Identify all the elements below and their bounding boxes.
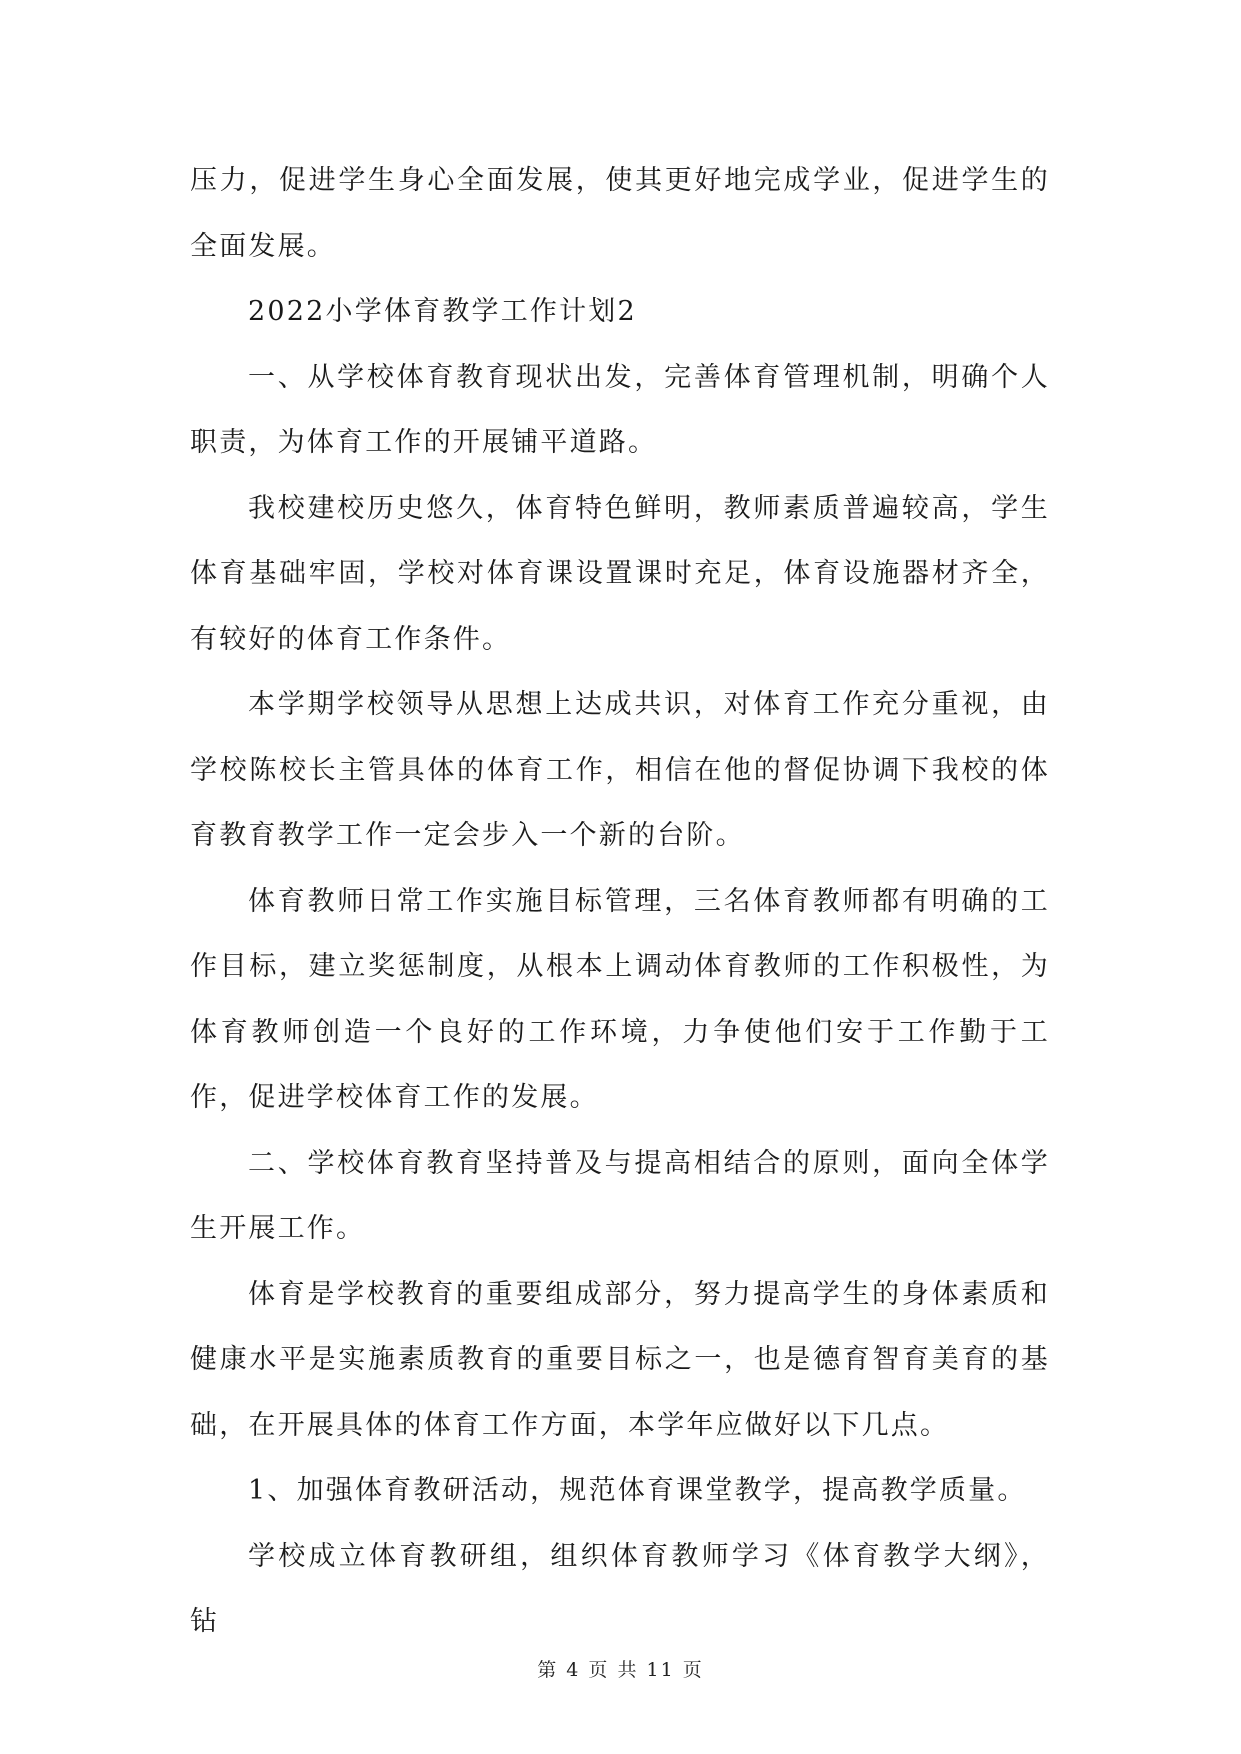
paragraph: 学校成立体育教研组，组织体育教师学习《体育教学大纲》，钻 [190,1540,1050,1637]
paragraph: 体育是学校教育的重要组成部分，努力提高学生的身体素质和健康水平是实施素质教育的重要目标之一，也是德育智育美育的基础，在开展具体的体育工作方面，本学年应做好以下几点。 [190,1278,1050,1441]
section-heading: 2022小学体育教学工作计划2 [248,296,637,327]
paragraph: 我校建校历史悠久，体育特色鲜明，教师素质普遍较高，学生体育基础牢固，学校对体育课设置课时充足，体育设施器材齐全，有较好的体育工作条件。 [190,492,1050,655]
paragraph: 1、加强体育教研活动，规范体育课堂教学，提高教学质量。 [248,1475,1027,1506]
document-body [190,148,1050,1655]
paragraph: 压力，促进学生身心全面发展，使其更好地完成学业，促进学生的全面发展。 [190,165,1050,262]
paragraph: 本学期学校领导从思想上达成共识，对体育工作充分重视，由学校陈校长主管具体的体育工作，相信在他的督促协调下我校的体育教育教学工作一定会步入一个新的台阶。 [190,689,1050,851]
paragraph: 体育教师日常工作实施目标管理，三名体育教师都有明确的工作目标，建立奖惩制度，从根本上调动体育教师的工作积极性，为体育教师创造一个良好的工作环境，力争使他们安于工作勤于工作，促进学校体育工作的发展。 [190,885,1050,1113]
paragraph: 二、学校体育教育坚持普及与提高相结合的原则，面向全体学生开展工作。 [190,1147,1050,1244]
page-footer: 第 4 页 共 11 页 [537,1659,704,1681]
paragraph: 一、从学校体育教育现状出发，完善体育管理机制，明确个人职责，为体育工作的开展铺平道路。 [190,361,1050,458]
